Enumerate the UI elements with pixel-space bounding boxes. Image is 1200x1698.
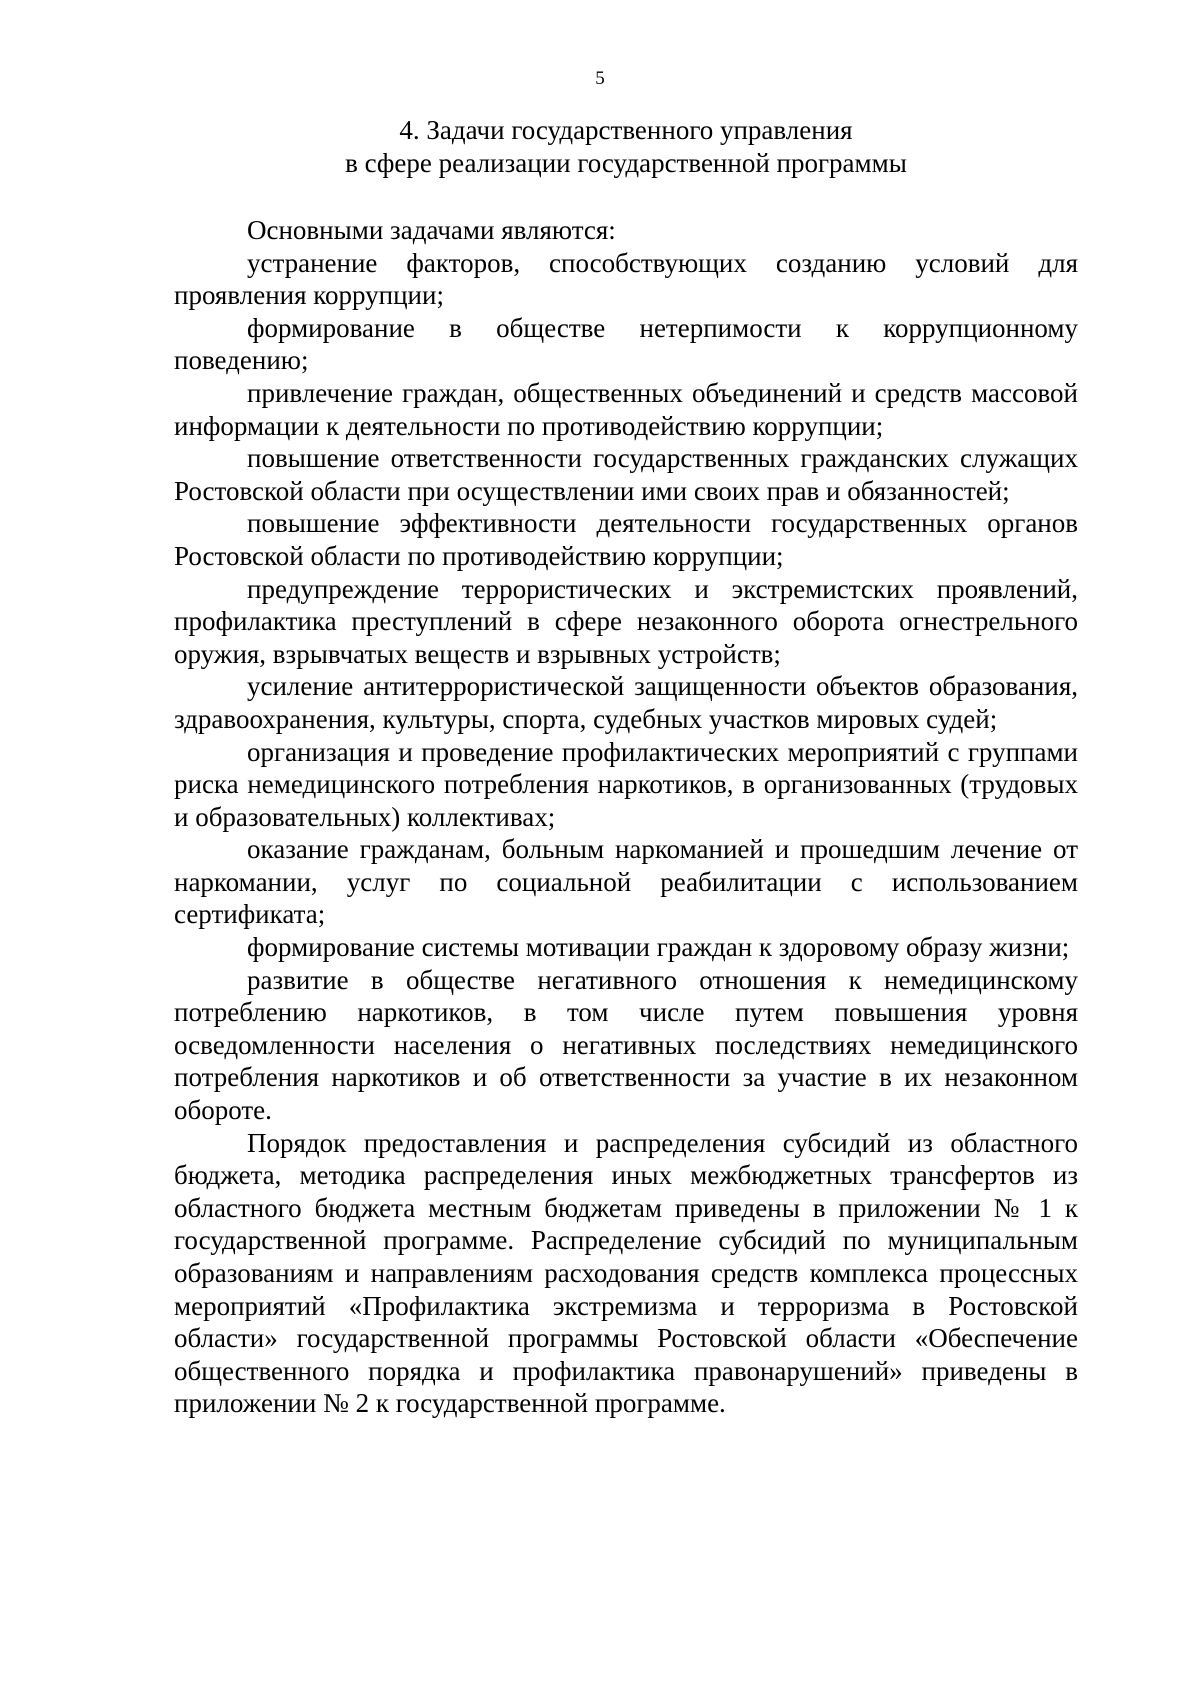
paragraph-task-10: формирование системы мотивации граждан к здоровому образу жизни; bbox=[247, 932, 1070, 963]
paragraph-task-4: повышение ответственности государственных гражданских служащих Ростовской области при осуществлении ими своих прав и обязанностей; bbox=[174, 443, 1078, 506]
paragraph-intro: Основными задачами являются: bbox=[247, 215, 616, 245]
paragraph-subsidies: Порядок предоставления и распределения субсидий из областного бюджета, методика распределения иных межбюджетных трансфертов из областного бюджета местным бюджетам приведены в приложении № 1 к государственной программе. Распределение субсидий по муниципальным образованиям и направлениям расходования средств комплекса процессных мероприятий «Профилактика экстремизма и терроризма в Ростовской области» государственной программы Ростовской области «Обеспечение общественного порядка и профилактика правонарушений» приведены в приложении № 2 к государственной программе. bbox=[174, 1127, 1078, 1419]
paragraph-task-8: организация и проведение профилактических мероприятий с группами риска немедицинского потребления наркотиков, в организованных (трудовых и образовательных) коллективах; bbox=[174, 736, 1078, 832]
paragraph-task-11: развитие в обществе негативного отношения к немедицинскому потреблению наркотиков, в том числе путем повышения уровня осведомленности населения о негативных последствиях немедицинского потребления наркотиков и об ответственности за участие в их незаконном обороте. bbox=[174, 964, 1078, 1126]
section-heading-line-2: в сфере реализации государственной программы bbox=[345, 148, 907, 178]
paragraph-task-2: формирование в обществе нетерпимости к коррупционному поведению; bbox=[174, 312, 1078, 376]
paragraph-task-7: усиление антитеррористической защищенности объектов образования, здравоохранения, культуры, спорта, судебных участков мировых судей; bbox=[174, 671, 1078, 734]
paragraph-task-6: предупреждение террористических и экстремистских проявлений, профилактика преступлений в сфере незаконного оборота огнестрельного оружия, взрывчатых веществ и взрывных устройств; bbox=[174, 573, 1078, 669]
paragraph-task-3: привлечение граждан, общественных объединений и средств массовой информации к деятельности по противодействию коррупции; bbox=[174, 377, 1078, 441]
document-body bbox=[174, 214, 1078, 1420]
paragraph-task-1: устранение факторов, способствующих созданию условий для проявления коррупции; bbox=[174, 247, 1078, 311]
page-number: 5 bbox=[595, 68, 605, 89]
paragraph-task-9: оказание гражданам, больным наркоманией и прошедшим лечение от наркомании, услуг по социальной реабилитации с использованием сертификата; bbox=[174, 834, 1078, 930]
section-heading bbox=[174, 114, 1078, 180]
section-heading-line-1: 4. Задачи государственного управления bbox=[399, 115, 853, 145]
paragraph-task-5: повышение эффективности деятельности государственных органов Ростовской области по противодействию коррупции; bbox=[174, 508, 1078, 571]
